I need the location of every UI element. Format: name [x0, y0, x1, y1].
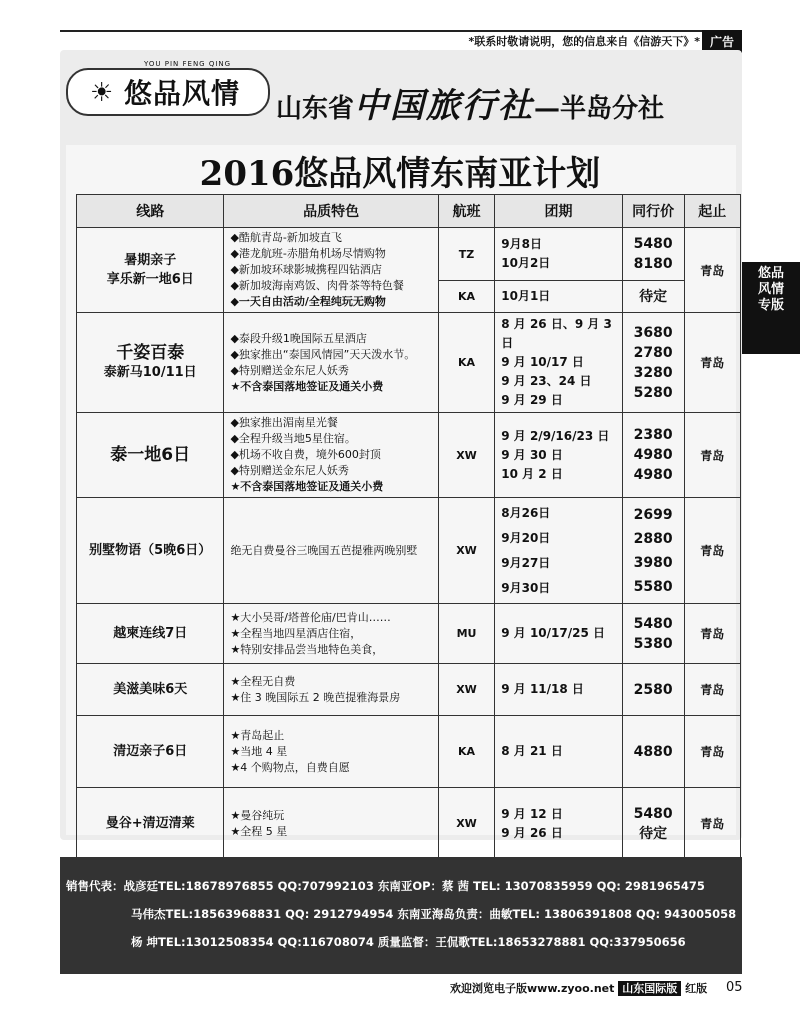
flight-cell: KA: [438, 281, 494, 313]
date-item: 10 月 2 日: [501, 466, 563, 481]
footer-website[interactable]: 欢迎浏览电子版www.zyoo.net: [450, 982, 615, 995]
flight-cell: KA: [438, 313, 494, 413]
route-cell: [77, 716, 224, 788]
route-cell: [77, 228, 224, 313]
dates-cell: [495, 788, 623, 860]
features-cell: [224, 788, 438, 860]
route-cell: [77, 313, 224, 413]
price-item: 2699: [633, 506, 673, 523]
side-tab: [742, 262, 800, 354]
color-edition: 红版: [685, 982, 708, 995]
sun-logo-icon: ☀: [90, 78, 114, 108]
date-item: 8 月 26 日、9 月 3 日: [501, 317, 612, 350]
route-cell: [77, 413, 224, 498]
flight-cell: XW: [438, 788, 494, 860]
departure-cell: 青岛: [684, 664, 741, 716]
route-line: 泰一地6日: [110, 444, 191, 465]
col-header-flight: 航班: [438, 195, 494, 228]
price-item: 5480: [633, 805, 673, 822]
price-item: 3980: [633, 554, 673, 571]
features-cell: [224, 716, 438, 788]
table-row: [77, 228, 741, 281]
route-line: 别墅物语（5晚6日）: [89, 543, 212, 558]
table-row: [77, 788, 741, 860]
date-item: 9 月 29 日: [501, 393, 563, 407]
flight-cell: XW: [438, 498, 494, 604]
feature-item: ★特别安排品尝当地特色美食，: [230, 642, 384, 656]
date-item: 9 月 23、24 日: [501, 374, 592, 388]
price-cell: 4880: [622, 716, 684, 788]
feature-item: 绝无自费曼谷三晚国五芭提雅两晚别墅: [230, 543, 418, 557]
agency-prefix: 山东省: [276, 94, 355, 124]
departure-cell: 青岛: [684, 788, 741, 860]
departure-cell: 青岛: [684, 604, 741, 664]
price-cell: [622, 498, 684, 604]
table-row: [77, 664, 741, 716]
table-row: [77, 498, 741, 604]
table-header-row: [77, 195, 741, 228]
feature-item: ◆泰段升级1晚国际五星酒店: [230, 331, 367, 345]
feature-item: ★大小吴哥/塔普伦庙/巴肯山……: [230, 610, 391, 624]
price-cell: [622, 604, 684, 664]
route-cell: [77, 788, 224, 860]
feature-item: ◆港龙航班-赤腊角机场尽情购物: [230, 247, 386, 260]
source-note: *联系时敬请说明，您的信息来自《信游天下》*: [468, 35, 700, 48]
brand-pinyin: YOU PIN FENG QING: [144, 60, 232, 68]
col-header-departure: 起止: [684, 195, 741, 228]
route-line: 享乐新一地6日: [106, 272, 194, 287]
price-item: 4980: [633, 447, 673, 463]
table-row: [77, 313, 741, 413]
features-cell: [224, 313, 438, 413]
feature-item: ◆独家推出“泰国风情园”天天泼水节。: [230, 347, 416, 361]
side-tab-label: 悠品风情专版: [757, 266, 784, 313]
features-cell: [224, 604, 438, 664]
price-item: 2380: [633, 427, 673, 443]
departure-cell: 青岛: [684, 313, 741, 413]
dates-cell: [495, 313, 623, 413]
features-cell: [224, 498, 438, 604]
date-item: 9 月 26 日: [501, 825, 563, 840]
feature-item: ◆新加坡海南鸡饭、肉骨茶等特色餐: [230, 279, 404, 292]
dates-cell: 9 月 10/17/25 日: [495, 604, 623, 664]
route-cell: [77, 498, 224, 604]
table-row: [77, 413, 741, 498]
feature-item: ★4 个购物点，自费自愿: [230, 760, 350, 774]
price-cell: [622, 313, 684, 413]
route-line: 千姿百泰: [116, 342, 185, 363]
col-header-features: 品质特色: [224, 195, 438, 228]
feature-item: ★全程无自费: [230, 674, 296, 688]
dates-cell: [495, 228, 623, 281]
price-item: 5480: [633, 615, 673, 632]
price-cell: [622, 413, 684, 498]
route-cell: [77, 604, 224, 664]
feature-item: ★青岛起止: [230, 728, 285, 742]
price-cell: [622, 788, 684, 860]
feature-item: ★不含泰国落地签证及通关小费: [230, 480, 384, 493]
feature-item: ★当地 4 星: [230, 744, 288, 758]
price-item: 5580: [633, 578, 673, 595]
price-cell: 待定: [622, 281, 684, 313]
feature-item: ◆全程升级当地5星住宿。: [230, 432, 356, 445]
col-header-route: 线路: [77, 195, 224, 228]
date-item: 9月30日: [501, 580, 551, 595]
features-cell: [224, 228, 438, 313]
date-item: 9 月 30 日: [501, 447, 563, 462]
date-item: 9月8日: [501, 237, 542, 252]
flight-cell: MU: [438, 604, 494, 664]
route-line: 清迈亲子6日: [113, 744, 188, 759]
price-item: 5380: [633, 635, 673, 652]
price-item: 4980: [633, 467, 673, 483]
departure-cell: 青岛: [684, 716, 741, 788]
dates-cell: 8 月 21 日: [495, 716, 623, 788]
price-item: 2880: [633, 530, 673, 547]
price-item: 待定: [639, 825, 668, 842]
col-header-price: 同行价: [622, 195, 684, 228]
flight-cell: TZ: [438, 228, 494, 281]
flight-cell: XW: [438, 413, 494, 498]
date-item: 9月27日: [501, 555, 551, 570]
top-rule: [60, 30, 742, 32]
feature-item: ◆特别赠送金东尼人妖秀: [230, 363, 349, 377]
feature-item: ★不含泰国落地签证及通关小费: [230, 379, 384, 393]
features-cell: [224, 664, 438, 716]
feature-item: ★全程 5 星: [230, 824, 288, 838]
col-header-dates: 团期: [495, 195, 623, 228]
feature-item: ◆新加坡环球影城携程四钻酒店: [230, 263, 382, 276]
ad-label: 广告: [702, 30, 742, 53]
brand-name: 悠品风情: [124, 77, 241, 110]
page-title: 2016悠品风情东南亚计划: [199, 154, 601, 194]
price-item: 5280: [633, 384, 673, 401]
table-row: [77, 716, 741, 788]
price-item: 3280: [633, 364, 673, 381]
dates-cell: 10月1日: [495, 281, 623, 313]
departure-cell: 青岛: [684, 228, 741, 313]
flight-cell: KA: [438, 716, 494, 788]
feature-item: ◆酷航青岛-新加坡直飞: [230, 231, 342, 244]
feature-item: ★曼谷纯玩: [230, 808, 285, 822]
dates-cell: [495, 413, 623, 498]
feature-item: ◆独家推出湄南星光餐: [230, 416, 338, 429]
agency-branch: —半岛分社: [534, 94, 665, 124]
footer: [450, 980, 707, 996]
route-cell: [77, 664, 224, 716]
route-line: 暑期亲子: [124, 253, 177, 268]
flight-cell: XW: [438, 664, 494, 716]
price-item: 5480: [633, 236, 673, 253]
feature-item: ◆一天自由活动/全程纯玩无购物: [230, 295, 386, 308]
sales-line: 杨 坤TEL:13012508354 QQ:116708074 质量监督：王侃歌TEL:18653278881 QQ:337950656: [131, 935, 686, 949]
departure-cell: 青岛: [684, 498, 741, 604]
price-item: 3680: [633, 324, 673, 341]
route-line: 曼谷+清迈清莱: [105, 816, 195, 831]
price-item: 2780: [633, 344, 673, 361]
sales-line: 销售代表：战彦廷TEL:18678976855 QQ:707992103 东南亚OP：蔡 茜 TEL: 13070835959 QQ: 2981965475: [66, 879, 705, 893]
feature-item: ★住 3 晚国际五 2 晚芭提雅海景房: [230, 690, 401, 704]
sales-line: 马伟杰TEL:18563968831 QQ: 2912794954 东南亚海岛负责：曲敏TEL: 13806391808 QQ: 943005058: [131, 907, 737, 921]
route-line: 美滋美味6天: [113, 682, 188, 697]
date-item: 9 月 12 日: [501, 806, 563, 821]
date-item: 9月20日: [501, 530, 551, 545]
dates-cell: [495, 498, 623, 604]
price-cell: 2580: [622, 664, 684, 716]
table-row: [77, 604, 741, 664]
agency-name: [276, 78, 664, 127]
edition-tag: 山东国际版: [618, 981, 681, 996]
agency-main: 中国旅行社: [354, 86, 535, 126]
itinerary-table: [76, 194, 741, 860]
price-cell: [622, 228, 684, 281]
feature-item: ◆机场不收自费，境外600封顶: [230, 448, 381, 461]
feature-item: ◆特别赠送金东尼人妖秀: [230, 464, 349, 477]
route-line: 泰新马10/11日: [103, 364, 197, 380]
price-item: 8180: [633, 256, 673, 273]
date-item: 10月2日: [501, 256, 551, 271]
departure-cell: 青岛: [684, 413, 741, 498]
features-cell: [224, 413, 438, 498]
date-item: 9 月 10/17 日: [501, 355, 584, 369]
date-item: 9 月 2/9/16/23 日: [501, 428, 610, 443]
feature-item: ★全程当地四星酒店住宿，: [230, 626, 362, 640]
dates-cell: 9 月 11/18 日: [495, 664, 623, 716]
route-line: 越柬连线7日: [113, 626, 188, 641]
page-number: 05: [726, 980, 743, 995]
sales-contacts-bar: [60, 857, 742, 974]
date-item: 8月26日: [501, 505, 551, 520]
